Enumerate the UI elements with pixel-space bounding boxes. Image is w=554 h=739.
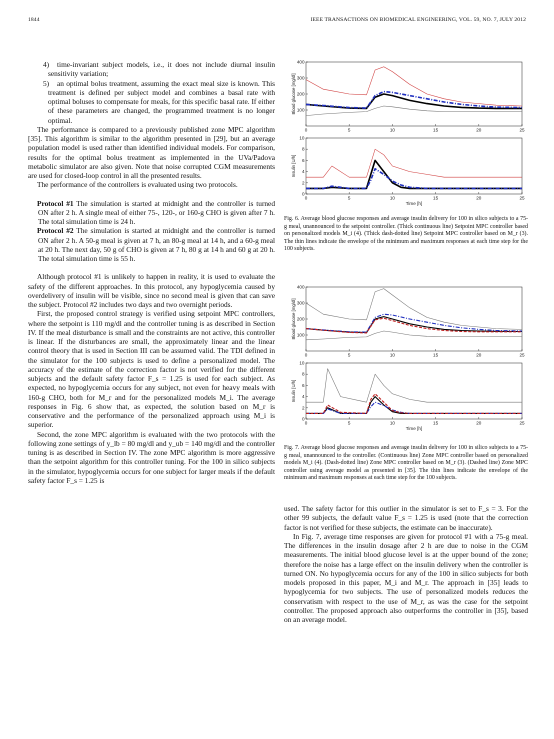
chart-panel: [291, 285, 525, 358]
y-tick-label: 8: [301, 371, 305, 377]
x-tick-label: 0: [304, 195, 308, 201]
x-tick-label: 25: [519, 195, 525, 201]
series-line: [306, 369, 522, 403]
y-tick-label: 100: [296, 107, 305, 113]
figure-7-caption: Fig. 7. Average blood glucose responses and average insulin delivery for 100 in silico subjects to a 75-g meal, unannounced to the controller. (Continuous line) Zone MPC controller based on personalized models M_i (4). (Dash-dotted line) Zone MPC controller based on M_r (3). (Dashed line) Zone MPC controller using average model as presented in [35]. The thin lines indicate the envelope of the minimum and maximum responses at each time step for the 100 subjects.: [284, 445, 528, 481]
x-tick-label: 15: [433, 420, 439, 426]
y-tick-label: 6: [301, 157, 305, 163]
series-line: [306, 394, 522, 414]
x-tick-label: 25: [519, 127, 525, 133]
series-line: [306, 397, 522, 414]
x-tick-label: 5: [347, 420, 351, 426]
series-line: [306, 149, 522, 177]
plot-frame: [306, 138, 522, 194]
plot-frame: [306, 62, 522, 126]
y-axis-label: Insulin [U/h]: [291, 154, 296, 178]
paragraph: used. The safety factor for this outlier in the simulator is set to F_s = 3. For the other 99 subjects, the default value F_s = 1.25 is used (note that the correction factor is not verified for these subjects, the estimate can be inaccurate).: [284, 504, 528, 532]
x-tick-label: 0: [304, 420, 308, 426]
protocol-1: Protocol #1 The simulation is started at midnight and the controller is turned ON after 2 h. A single meal of either 75-, 120-, or 160-g CHO is given after 7 h. The total simulation time is 24 h.: [37, 198, 275, 226]
y-tick-label: 4: [301, 169, 305, 175]
series-line: [306, 92, 522, 109]
y-tick-label: 4: [301, 394, 305, 400]
paragraph: The performance is compared to a previously published zone MPC algorithm [35]. This algorithm is similar to the algorithm presented in [29], but an average population model is used rather than identified individual models. For comparison, results for the optimal bolus treatment as implemented in the UVa/Padova metabolic simulator are also given. Note that noise corrupted CGM measurements are used for closed-loop control in all the presented results.: [28, 124, 275, 180]
x-tick-label: 10: [389, 352, 395, 358]
y-tick-label: 300: [296, 300, 305, 306]
x-tick-label: 15: [433, 127, 439, 133]
list-item: 5) an optimal bolus treatment, assuming the exact meal size is known. This treatment is defined per subject model and combines a basal rate with optimal boluses to compensate for meals, for this specific basal rate. If either of these parameters are changed, the programmed treatment is no longer optimal.: [43, 78, 275, 125]
series-line: [306, 160, 522, 188]
x-tick-label: 5: [347, 127, 351, 133]
y-tick-label: 10: [299, 135, 305, 141]
figure-6: [284, 58, 528, 208]
right-column: [284, 504, 528, 624]
y-tick-label: 300: [296, 75, 305, 81]
x-tick-label: 10: [389, 195, 395, 201]
running-title: IEEE TRANSACTIONS ON BIOMEDICAL ENGINEERING, VOL. 59, NO. 7, JULY 2012: [310, 17, 526, 23]
y-tick-label: 2: [301, 405, 305, 411]
x-tick-label: 20: [476, 195, 482, 201]
y-tick-label: 2: [301, 180, 305, 186]
paragraph: Although protocol #1 is unlikely to happen in reality, it is used to evaluate the safety of the different approaches. In this protocol, any hypoglycemia caused by overdelivery of insulin will be visible, since no second meal is given that can save the subject. Protocol #2 includes two days and two overnight periods.: [28, 272, 275, 309]
x-tick-label: 10: [389, 420, 395, 426]
x-tick-label: 25: [519, 420, 525, 426]
y-tick-label: 200: [296, 91, 305, 97]
plot-frame: [306, 287, 522, 351]
series-line: [306, 402, 522, 413]
x-tick-label: 5: [347, 352, 351, 358]
y-tick-label: 0: [301, 191, 305, 197]
y-tick-label: 10: [299, 360, 305, 366]
x-axis-label: Time [h]: [405, 201, 423, 206]
y-tick-label: 400: [296, 284, 305, 290]
series-line: [306, 289, 522, 330]
paragraph: In Fig. 7, average time responses are given for protocol #1 with a 75-g meal. The differences in the insulin dosage after 2 h are due to noise in the CGM measurements. The initial blood glucose level is at the upper bound of the zone; therefore the noise has a large effect on the insulin delivery when the controller is turned ON. No hypoglycemia occurs for any of the 100 in silico subjects for both models proposed in this paper, M_i and M_r. The approach in [35] leads to hypoglycemia for two subjects. The use of personalized models reduces the conservatism with respect to the use of M_r, as was the case for the setpoint controller. The proposed approach also outperforms the controller in [35], based on an average model.: [284, 531, 528, 624]
x-tick-label: 5: [347, 195, 351, 201]
x-tick-label: 20: [476, 420, 482, 426]
figure-6-plot: [284, 58, 528, 208]
figure-6-caption: Fig. 6. Average blood glucose responses and average insulin delivery for 100 in silico subjects to a 75-g meal, unannounced to the setpoint controller. (Thick continuous line) Setpoint MPC controller based on personalized models M_i (4). (Thick dash-dotted line) Setpoint MPC controller based on M_r (3). The thin lines indicate the envelope of the minimum and maximum responses at each time step for the 100 subjects.: [284, 216, 528, 252]
y-tick-label: 400: [296, 59, 305, 65]
y-axis-label: Blood glucose [mg/dl]: [291, 298, 296, 340]
paragraph: First, the proposed control strategy is verified using setpoint MPC controllers, where the setpoint is 110 mg/dl and the controller tuning is as described in Section IV. If the meal disturbance is small and the constraints are not active, this controller is linear. If the disturbances are small, the approximately linear and the linear control theory that is used in Section III can be assumed valid. The TDI defined in the simulator for the 100 subjects is used to define a personalized model. The accuracy of the estimate of the correction factor is not verified for the different subjects and the default safety factor F_s = 1.25 is used for each subject. As expected, no hypoglycemia occurs for any subject, not even for heavy meals with 160-g CHO, both for M_r and for the personalized models M_i. The average responses in Fig. 6 show that, as expected, the solution based on M_r is conservative and the performance of the personalized approach using M_i is superior.: [28, 309, 275, 430]
x-tick-label: 20: [476, 352, 482, 358]
series-line: [306, 67, 522, 106]
figure-7: [284, 283, 528, 433]
x-tick-label: 10: [389, 127, 395, 133]
y-tick-label: 0: [301, 416, 305, 422]
page-number: 1844: [28, 17, 40, 23]
y-tick-label: 6: [301, 382, 305, 388]
x-tick-label: 20: [476, 127, 482, 133]
x-tick-label: 25: [519, 352, 525, 358]
x-tick-label: 0: [304, 352, 308, 358]
y-tick-label: 8: [301, 146, 305, 152]
x-axis-label: Time [h]: [405, 426, 423, 431]
paragraph: The performance of the controllers is evaluated using two protocols.: [37, 180, 238, 190]
protocol-2: Protocol #2 The simulation is started at midnight and the controller is turned ON after 2 h. A 50-g meal is given at 7 h, an 80-g meal at 14 h, and a 60-g meal at 20 h. The next day, 50 g of CHO is given at 7 h, 80 g at 14 h and 60 g at 20 h. The total simulation time is 55 h.: [37, 226, 275, 263]
y-tick-label: 200: [296, 316, 305, 322]
series-line: [306, 331, 522, 340]
list-item: 4) time-invariant subject models, i.e., it does not include diurnal insulin sensitivity variation;: [43, 60, 275, 79]
paragraph: Second, the zone MPC algorithm is evaluated with the two protocols with the following zone settings of y_lb = 80 mg/dl and y_ub = 140 mg/dl and the controller tuning is as described in Section IV. The zone MPC algorithm is more aggressive than the setpoint algorithm for this controller tuning. For the 100 in silico subjects in the simulator, hypoglycemia occurs for one subject for larger meals if the default safety factor F_s = 1.25 is: [28, 429, 275, 485]
y-axis-label: Insulin [U/h]: [291, 379, 296, 403]
left-column: [28, 60, 275, 485]
x-tick-label: 15: [433, 352, 439, 358]
x-tick-label: 15: [433, 195, 439, 201]
chart-panel: [291, 60, 525, 133]
figure-7-plot: [284, 283, 528, 433]
chart-panel: [291, 361, 525, 432]
y-axis-label: Blood glucose [mg/dl]: [291, 73, 296, 115]
y-tick-label: 100: [296, 332, 305, 338]
series-line: [306, 169, 522, 189]
x-tick-label: 0: [304, 127, 308, 133]
chart-panel: [291, 136, 525, 207]
